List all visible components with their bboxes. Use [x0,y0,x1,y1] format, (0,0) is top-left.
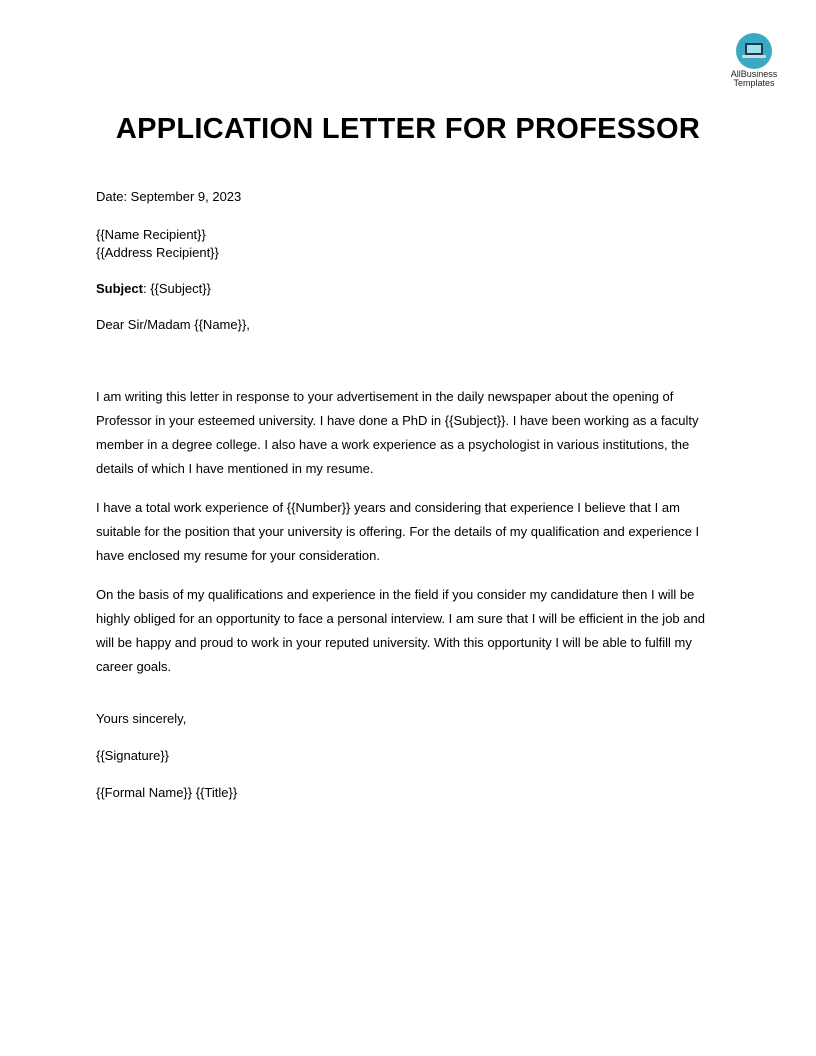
brand-logo [722,32,786,88]
body-paragraph-2: I have a total work experience of {{Number}} years and considering that experience I believe that I am suitable for the position that your university is offering. For the details of my qualification and experience I have enclosed my resume for your consideration. [96,500,700,563]
signature-placeholder: {{Signature}} [96,748,170,763]
closing: Yours sincerely, [96,711,187,726]
formal-name: {{Formal Name}} {{Title}} [96,785,238,800]
recipient-name: {{Name Recipient}} [96,227,206,242]
laptop-icon [735,32,773,70]
body-paragraph-1: I am writing this letter in response to your advertisement in the daily newspaper about the opening of Professor in your esteemed university. I have done a PhD in {{Subject}}. I have been working as a faculty member in a degree college. I also have a work experience as a psychologist in various institutions, the details of which I have mentioned in my resume. [96,389,699,476]
letter-date: Date: September 9, 2023 [96,189,242,204]
logo-brand-line2: Templates [733,78,775,88]
letter-title: APPLICATION LETTER FOR PROFESSOR [115,113,701,145]
logo-brand-line1: AllBusiness [730,69,778,79]
salutation: Dear Sir/Madam {{Name}}, [96,317,250,332]
subject-label: Subject [96,281,143,296]
subject-line [96,280,211,298]
body-paragraph-3: On the basis of my qualifications and experience in the field if you consider my candidature then I will be highly obliged for an opportunity to face a personal interview. I am sure that I will be efficient in the job and will be happy and proud to work in your reputed university. With this opportunity I will be able to fulfill my career goals. [96,587,705,674]
recipient-address: {{Address Recipient}} [96,245,219,260]
subject-value: : {{Subject}} [142,281,211,296]
